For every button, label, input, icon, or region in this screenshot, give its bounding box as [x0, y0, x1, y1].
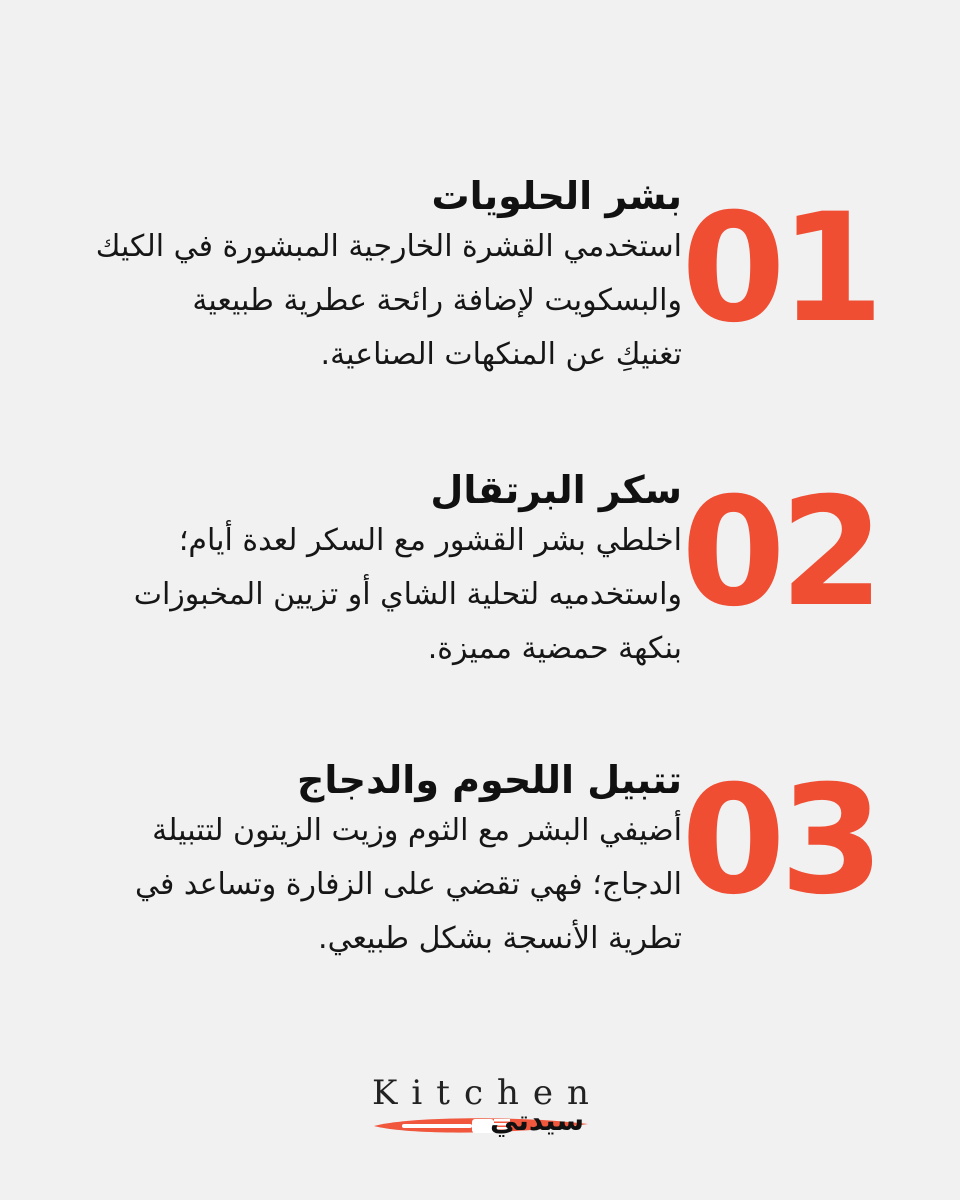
tip-body-line: تطرية الأنسجة بشكل طبيعي.: [318, 921, 682, 956]
kitchen-sayidaty-logo: [368, 1073, 603, 1144]
tip-text: [62, 172, 682, 382]
tip-body-line: بنكهة حمضية مميزة.: [427, 631, 682, 666]
logo-arabic-text: سيدتي: [490, 1104, 584, 1137]
tip-body-line: واستخدميه لتحلية الشاي أو تزيين المخبوزات: [133, 577, 682, 612]
tip-text: [62, 756, 682, 966]
tip-text: [62, 466, 682, 676]
tip-body-line: والبسكويت لإضافة رائحة عطرية طبيعية: [192, 283, 682, 318]
tip-number: 03: [681, 754, 878, 928]
tip-title: سكر البرتقال: [430, 468, 682, 512]
tip-body-line: أضيفي البشر مع الثوم وزيت الزيتون لتتبيلة: [152, 813, 682, 848]
tip-body-line: استخدمي القشرة الخارجية المبشورة في الكيك: [95, 229, 682, 264]
tip-body-line: اخلطي بشر القشور مع السكر لعدة أيام؛: [178, 523, 682, 558]
tip-number: 02: [681, 466, 878, 640]
tip-title: بشر الحلويات: [431, 174, 682, 218]
tip-body-line: الدجاج؛ فهي تقضي على الزفارة وتساعد في: [134, 867, 682, 902]
logo-latin-text: Kitchen: [372, 1073, 603, 1113]
tip-number: 01: [681, 182, 878, 356]
tip-title: تتبيل اللحوم والدجاج: [297, 758, 682, 802]
tip-body-line: تغنيكِ عن المنكهات الصناعية.: [320, 337, 682, 372]
